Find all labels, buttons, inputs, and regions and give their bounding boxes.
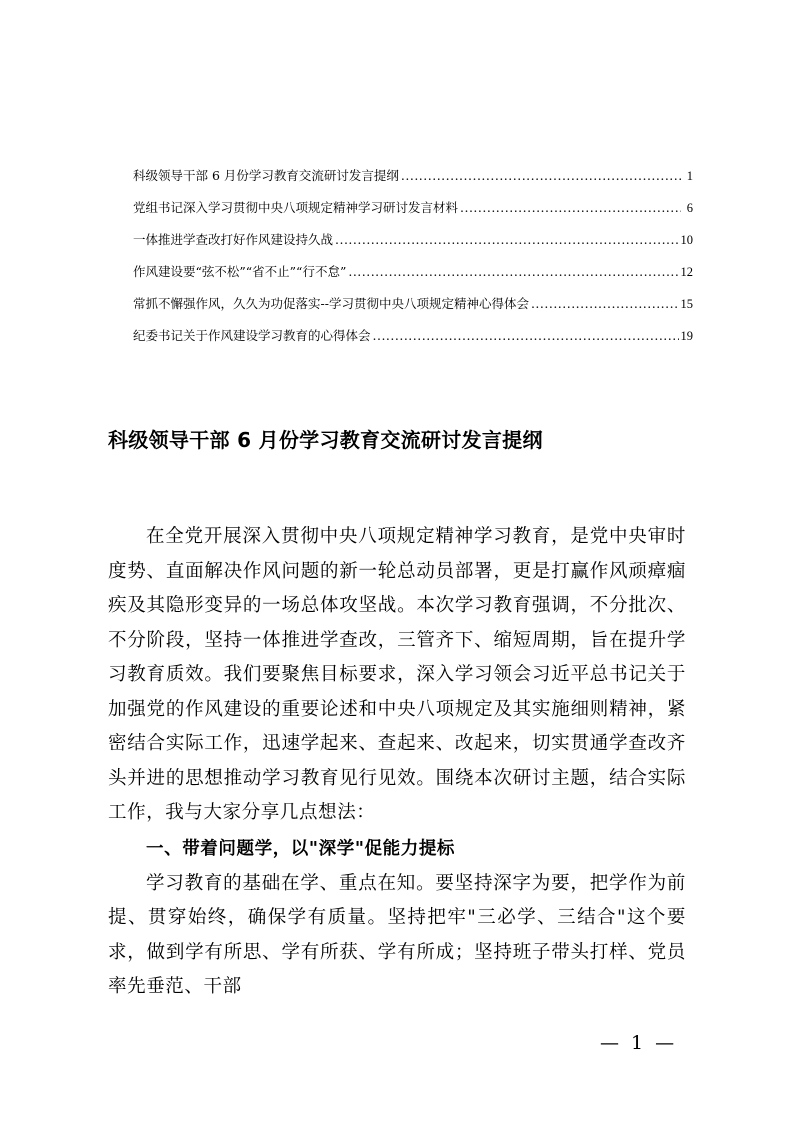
document-title: 科级领导干部 6 月份学习教育交流研讨发言提纲 (108, 428, 543, 452)
toc-entry-title: 作风建设要“弦不松”“省不止”“行不怠” (133, 264, 347, 279)
section-heading: 一、带着问题学，以"深学"促能力提标 (146, 838, 456, 859)
toc-entry-page: 12 (680, 265, 693, 279)
toc-entry-title: 纪委书记关于作风建设学习教育的心得体会 (133, 328, 371, 343)
toc-entry[interactable] (133, 320, 693, 352)
toc-leader-dots (460, 192, 681, 224)
toc-entry-title: 常抓不懈强作风，久久为功促落实--学习贯彻中央八项规定精神心得体会 (133, 296, 529, 311)
page-number: — 1 — (600, 1032, 678, 1054)
toc-leader-dots (531, 288, 679, 320)
toc-entry-page: 15 (680, 297, 693, 311)
toc-entry-page: 19 (680, 329, 693, 343)
toc-entry-page: 6 (686, 201, 693, 215)
section-paragraph: 学习教育的基础在学、重点在知。要坚持深字为要，把学作为前提、贯穿始终，确保学有质量。坚持把牢"三必学、三结合"这个要求，做到学有所思、学有所获、学有所成；坚持班子带头打样、党员率先垂范、干部 (108, 872, 686, 997)
toc-entry-title: 科级领导干部 6 月份学习教育交流研讨发言提纲 (133, 168, 399, 183)
toc-entry[interactable] (133, 160, 693, 192)
toc-entry[interactable] (133, 256, 693, 288)
toc-entry-page: 1 (686, 169, 693, 183)
toc-leader-dots (335, 224, 678, 256)
toc-entry-title: 一体推进学查改打好作风建设持久战 (133, 232, 334, 247)
intro-paragraph: 在全党开展深入贯彻中央八项规定精神学习教育，是党中央审时度势、直面解决作风问题的新一轮总动员部署，更是打赢作风顽瘴痼疾及其隐形变异的一场总体攻坚战。本次学习教育强调，不分批次、不分阶段，坚持一体推进学查改，三管齐下、缩短周期，旨在提升学习教育质效。我们要聚焦目标要求，深入学习领会习近平总书记关于加强党的作风建设的重要论述和中央八项规定及其实施细则精神，紧密结合实际工作，迅速学起来、查起来、改起来，切实贯通学查改齐头并进的思想推动学习教育见行见效。围绕本次研讨主题，结合实际工作，我与大家分享几点想法： (108, 526, 686, 823)
toc-leader-dots (348, 256, 678, 288)
toc-entry[interactable] (133, 288, 693, 320)
toc-leader-dots (373, 320, 679, 352)
document-body (108, 520, 686, 1005)
toc-leader-dots (401, 160, 681, 192)
table-of-contents (133, 160, 693, 352)
toc-entry[interactable] (133, 224, 693, 256)
toc-entry-title: 党组书记深入学习贯彻中央八项规定精神学习研讨发言材料 (133, 200, 459, 215)
toc-entry[interactable] (133, 192, 693, 224)
toc-entry-page: 10 (680, 233, 693, 247)
